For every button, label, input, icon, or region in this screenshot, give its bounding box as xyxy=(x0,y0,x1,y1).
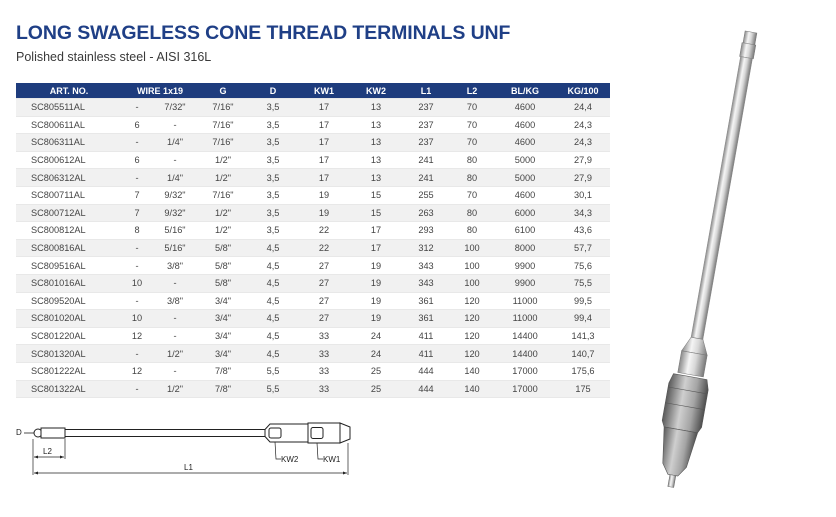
cell-art-no: SC801222AL xyxy=(16,362,122,380)
cell-kg100: 27,9 xyxy=(556,169,610,187)
cell-g: 1/2" xyxy=(198,222,248,240)
cell-l2: 140 xyxy=(450,380,494,398)
cell-wire-in: - xyxy=(152,310,198,328)
cell-wire-mm: 10 xyxy=(122,310,152,328)
cell-l2: 120 xyxy=(450,345,494,363)
cell-d: 4,5 xyxy=(248,327,298,345)
cell-l2: 70 xyxy=(450,134,494,152)
table-row xyxy=(16,292,610,310)
page-title: LONG SWAGELESS CONE THREAD TERMINALS UNF xyxy=(16,22,511,44)
cell-g: 7/16" xyxy=(198,134,248,152)
cell-kg100: 27,9 xyxy=(556,151,610,169)
cell-bl-kg: 6100 xyxy=(494,222,556,240)
cell-kw1: 17 xyxy=(298,99,350,117)
cell-art-no: SC801220AL xyxy=(16,327,122,345)
cell-kg100: 24,4 xyxy=(556,99,610,117)
cell-art-no: SC800611AL xyxy=(16,116,122,134)
cell-g: 3/4" xyxy=(198,292,248,310)
cell-d: 4,5 xyxy=(248,310,298,328)
table-row xyxy=(16,239,610,257)
cell-bl-kg: 9900 xyxy=(494,257,556,275)
cell-kw2: 13 xyxy=(350,134,402,152)
cell-kw2: 17 xyxy=(350,222,402,240)
table-row xyxy=(16,169,610,187)
cell-d: 3,5 xyxy=(248,204,298,222)
cell-g: 7/8" xyxy=(198,380,248,398)
cell-kg100: 75,5 xyxy=(556,274,610,292)
cell-wire-mm: - xyxy=(122,169,152,187)
cell-l2: 100 xyxy=(450,274,494,292)
cell-d: 4,5 xyxy=(248,239,298,257)
col-header-kw1: KW1 xyxy=(298,83,350,99)
cell-l2: 80 xyxy=(450,169,494,187)
cell-bl-kg: 9900 xyxy=(494,274,556,292)
cell-wire-mm: - xyxy=(122,134,152,152)
cell-d: 3,5 xyxy=(248,99,298,117)
cell-kg100: 99,5 xyxy=(556,292,610,310)
table-header-row xyxy=(16,83,610,99)
cell-bl-kg: 5000 xyxy=(494,151,556,169)
cell-d: 3,5 xyxy=(248,116,298,134)
cell-l2: 70 xyxy=(450,116,494,134)
cell-wire-mm: - xyxy=(122,257,152,275)
col-header-bl-kg: BL/KG xyxy=(494,83,556,99)
cell-d: 3,5 xyxy=(248,169,298,187)
cell-kw2: 25 xyxy=(350,362,402,380)
cell-art-no: SC809520AL xyxy=(16,292,122,310)
cell-bl-kg: 5000 xyxy=(494,169,556,187)
diagram-kw1-label: KW1 xyxy=(323,455,341,464)
cell-kw1: 19 xyxy=(298,186,350,204)
cell-art-no: SC800812AL xyxy=(16,222,122,240)
cell-l1: 444 xyxy=(402,380,450,398)
cell-kw2: 13 xyxy=(350,99,402,117)
cell-g: 7/16" xyxy=(198,116,248,134)
cell-l1: 444 xyxy=(402,362,450,380)
cell-wire-mm: 12 xyxy=(122,327,152,345)
col-header-art-no: ART. NO. xyxy=(16,83,122,99)
cell-d: 4,5 xyxy=(248,274,298,292)
cell-bl-kg: 4600 xyxy=(494,186,556,204)
cell-wire-in: 5/16" xyxy=(152,239,198,257)
cell-l1: 343 xyxy=(402,274,450,292)
cell-kw1: 27 xyxy=(298,274,350,292)
cell-art-no: SC801322AL xyxy=(16,380,122,398)
cell-l1: 361 xyxy=(402,310,450,328)
cell-bl-kg: 11000 xyxy=(494,310,556,328)
cell-l2: 70 xyxy=(450,99,494,117)
cell-l1: 241 xyxy=(402,169,450,187)
cell-l2: 140 xyxy=(450,362,494,380)
cell-kw2: 19 xyxy=(350,292,402,310)
cell-wire-in: - xyxy=(152,362,198,380)
cell-kg100: 30,1 xyxy=(556,186,610,204)
cell-bl-kg: 17000 xyxy=(494,380,556,398)
cell-g: 1/2" xyxy=(198,151,248,169)
photo-thread-end xyxy=(740,43,756,59)
kw2-flat xyxy=(269,428,281,438)
cell-art-no: SC800612AL xyxy=(16,151,122,169)
cell-art-no: SC806312AL xyxy=(16,169,122,187)
cell-wire-mm: 7 xyxy=(122,204,152,222)
cell-bl-kg: 4600 xyxy=(494,134,556,152)
cell-l2: 120 xyxy=(450,327,494,345)
kw1-flat xyxy=(311,428,323,439)
cell-kw1: 22 xyxy=(298,239,350,257)
table-row xyxy=(16,327,610,345)
cell-wire-mm: 6 xyxy=(122,151,152,169)
cell-kw1: 33 xyxy=(298,345,350,363)
cell-kw1: 27 xyxy=(298,257,350,275)
cell-art-no: SC801320AL xyxy=(16,345,122,363)
cell-g: 1/2" xyxy=(198,204,248,222)
cell-l1: 237 xyxy=(402,134,450,152)
cell-wire-in: 1/2" xyxy=(152,380,198,398)
cell-kw1: 19 xyxy=(298,204,350,222)
cell-bl-kg: 4600 xyxy=(494,116,556,134)
cell-l1: 411 xyxy=(402,345,450,363)
cell-l2: 80 xyxy=(450,204,494,222)
cell-g: 3/4" xyxy=(198,310,248,328)
cell-g: 5/8" xyxy=(198,274,248,292)
cell-art-no: SC805511AL xyxy=(16,99,122,117)
cell-d: 5,5 xyxy=(248,362,298,380)
cell-l1: 312 xyxy=(402,239,450,257)
table-body xyxy=(16,99,610,398)
cell-kg100: 57,7 xyxy=(556,239,610,257)
cell-l1: 263 xyxy=(402,204,450,222)
terminal-rod xyxy=(65,430,265,437)
cell-kw2: 24 xyxy=(350,327,402,345)
cell-wire-in: 1/2" xyxy=(152,345,198,363)
cell-kw1: 17 xyxy=(298,151,350,169)
cell-l2: 100 xyxy=(450,257,494,275)
cell-l1: 255 xyxy=(402,186,450,204)
cell-d: 3,5 xyxy=(248,186,298,204)
terminal-end xyxy=(41,428,65,438)
cell-d: 4,5 xyxy=(248,257,298,275)
cell-art-no: SC800711AL xyxy=(16,186,122,204)
cell-wire-in: 1/4" xyxy=(152,134,198,152)
cell-l1: 241 xyxy=(402,151,450,169)
photo-rod xyxy=(691,57,752,340)
cell-art-no: SC806311AL xyxy=(16,134,122,152)
cell-wire-mm: 12 xyxy=(122,362,152,380)
cell-g: 7/8" xyxy=(198,362,248,380)
cell-g: 3/4" xyxy=(198,327,248,345)
cell-g: 1/2" xyxy=(198,169,248,187)
table-row xyxy=(16,186,610,204)
table-row xyxy=(16,99,610,117)
cell-kg100: 99,4 xyxy=(556,310,610,328)
diagram-kw2-label: KW2 xyxy=(281,455,299,464)
cell-wire-mm: 10 xyxy=(122,274,152,292)
cell-art-no: SC801016AL xyxy=(16,274,122,292)
cell-l1: 293 xyxy=(402,222,450,240)
cell-kw2: 19 xyxy=(350,310,402,328)
cell-l2: 120 xyxy=(450,292,494,310)
cell-d: 3,5 xyxy=(248,134,298,152)
cell-wire-in: 9/32" xyxy=(152,186,198,204)
diagram-d-label: D xyxy=(16,428,22,437)
cell-wire-in: - xyxy=(152,151,198,169)
col-header-wire: WIRE 1x19 xyxy=(122,83,198,99)
cell-kw2: 13 xyxy=(350,169,402,187)
cell-bl-kg: 8000 xyxy=(494,239,556,257)
table-row xyxy=(16,116,610,134)
cell-g: 3/4" xyxy=(198,345,248,363)
cell-art-no: SC809516AL xyxy=(16,257,122,275)
cell-bl-kg: 17000 xyxy=(494,362,556,380)
col-header-kg100: KG/100 xyxy=(556,83,610,99)
diagram-l2-label: L2 xyxy=(43,447,52,456)
terminal-product-photo xyxy=(645,20,825,490)
photo-cone xyxy=(656,427,697,478)
photo-thread-tip xyxy=(743,31,757,45)
cell-l1: 343 xyxy=(402,257,450,275)
photo-collar xyxy=(678,351,707,377)
cell-wire-mm: - xyxy=(122,239,152,257)
cell-wire-in: 3/8" xyxy=(152,292,198,310)
cell-l1: 237 xyxy=(402,116,450,134)
cell-wire-in: 9/32" xyxy=(152,204,198,222)
table-row xyxy=(16,204,610,222)
cell-d: 3,5 xyxy=(248,222,298,240)
terminal-cone xyxy=(340,423,350,443)
cell-kw1: 27 xyxy=(298,310,350,328)
cell-kw2: 13 xyxy=(350,116,402,134)
cell-kg100: 75,6 xyxy=(556,257,610,275)
cell-kw2: 19 xyxy=(350,257,402,275)
cell-bl-kg: 4600 xyxy=(494,99,556,117)
cell-kw1: 33 xyxy=(298,327,350,345)
cell-g: 7/16" xyxy=(198,186,248,204)
photo-wire-end xyxy=(668,475,676,488)
cell-kg100: 175,6 xyxy=(556,362,610,380)
terminal-diagram xyxy=(14,412,364,492)
cell-g: 5/8" xyxy=(198,257,248,275)
cell-d: 4,5 xyxy=(248,345,298,363)
cell-wire-mm: - xyxy=(122,345,152,363)
l2-arrow-left xyxy=(34,456,38,459)
cell-l2: 100 xyxy=(450,239,494,257)
table-row xyxy=(16,222,610,240)
cell-g: 7/16" xyxy=(198,99,248,117)
cell-art-no: SC801020AL xyxy=(16,310,122,328)
cell-kg100: 43,6 xyxy=(556,222,610,240)
cell-l2: 70 xyxy=(450,186,494,204)
cell-kw2: 17 xyxy=(350,239,402,257)
cell-l2: 120 xyxy=(450,310,494,328)
cell-d: 3,5 xyxy=(248,151,298,169)
cell-l1: 411 xyxy=(402,327,450,345)
cell-wire-in: 7/32" xyxy=(152,99,198,117)
table-row xyxy=(16,310,610,328)
cell-kw1: 33 xyxy=(298,362,350,380)
cell-wire-in: 3/8" xyxy=(152,257,198,275)
table-row xyxy=(16,380,610,398)
cell-d: 4,5 xyxy=(248,292,298,310)
cell-wire-mm: 6 xyxy=(122,116,152,134)
l1-arrow-right xyxy=(343,472,347,475)
cell-kw1: 17 xyxy=(298,116,350,134)
cell-kg100: 140,7 xyxy=(556,345,610,363)
cell-kg100: 34,3 xyxy=(556,204,610,222)
cell-wire-mm: 8 xyxy=(122,222,152,240)
page-subtitle: Polished stainless steel - AISI 316L xyxy=(16,50,212,64)
table-row xyxy=(16,151,610,169)
table-row xyxy=(16,345,610,363)
cell-d: 5,5 xyxy=(248,380,298,398)
cell-kg100: 141,3 xyxy=(556,327,610,345)
table-row xyxy=(16,274,610,292)
table-row xyxy=(16,257,610,275)
cell-wire-mm: - xyxy=(122,292,152,310)
diagram-l1-label: L1 xyxy=(184,463,193,472)
cell-l1: 237 xyxy=(402,99,450,117)
col-header-kw2: KW2 xyxy=(350,83,402,99)
table-row xyxy=(16,134,610,152)
cell-l2: 80 xyxy=(450,222,494,240)
cell-wire-in: 1/4" xyxy=(152,169,198,187)
cell-kw1: 17 xyxy=(298,134,350,152)
cell-wire-mm: - xyxy=(122,380,152,398)
cell-bl-kg: 14400 xyxy=(494,327,556,345)
cell-l1: 361 xyxy=(402,292,450,310)
cell-kw2: 19 xyxy=(350,274,402,292)
cell-kw1: 33 xyxy=(298,380,350,398)
cell-wire-in: - xyxy=(152,327,198,345)
cell-wire-mm: - xyxy=(122,99,152,117)
cell-kw2: 25 xyxy=(350,380,402,398)
col-header-g: G xyxy=(198,83,248,99)
cell-kg100: 24,3 xyxy=(556,116,610,134)
l2-arrow-right xyxy=(60,456,64,459)
cell-bl-kg: 11000 xyxy=(494,292,556,310)
cell-art-no: SC800816AL xyxy=(16,239,122,257)
table-row xyxy=(16,362,610,380)
col-header-d: D xyxy=(248,83,298,99)
cell-kw1: 27 xyxy=(298,292,350,310)
col-header-l1: L1 xyxy=(402,83,450,99)
cell-wire-in: 5/16" xyxy=(152,222,198,240)
cell-kw2: 15 xyxy=(350,204,402,222)
cell-kw1: 17 xyxy=(298,169,350,187)
cell-kw2: 13 xyxy=(350,151,402,169)
cell-bl-kg: 14400 xyxy=(494,345,556,363)
col-header-l2: L2 xyxy=(450,83,494,99)
cell-kw1: 22 xyxy=(298,222,350,240)
cell-kg100: 24,3 xyxy=(556,134,610,152)
cell-bl-kg: 6000 xyxy=(494,204,556,222)
cell-wire-in: - xyxy=(152,116,198,134)
cell-kg100: 175 xyxy=(556,380,610,398)
l1-arrow-left xyxy=(34,472,38,475)
cell-g: 5/8" xyxy=(198,239,248,257)
cell-kw2: 15 xyxy=(350,186,402,204)
cell-l2: 80 xyxy=(450,151,494,169)
cell-kw2: 24 xyxy=(350,345,402,363)
cell-wire-mm: 7 xyxy=(122,186,152,204)
cell-art-no: SC800712AL xyxy=(16,204,122,222)
cell-wire-in: - xyxy=(152,274,198,292)
spec-table xyxy=(16,83,610,398)
